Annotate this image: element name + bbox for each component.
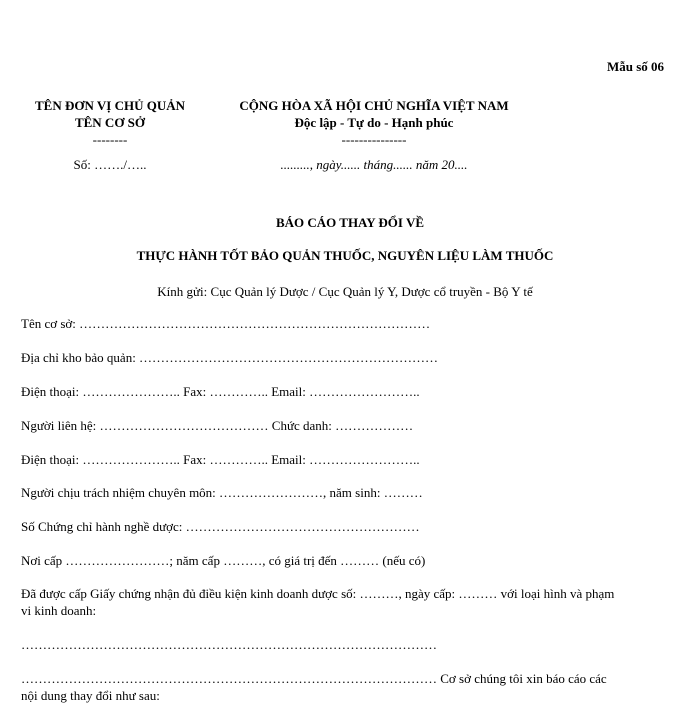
left-header-divider: -------- bbox=[92, 132, 128, 147]
field-blank-line: …………………………………………………………………………………… bbox=[21, 637, 437, 652]
report-title-line2: THỰC HÀNH TỐT BẢO QUẢN THUỐC, NGUYÊN LIỆU LÀM THUỐC bbox=[136, 248, 554, 263]
field-business-scope: vi kinh doanh: bbox=[21, 603, 97, 618]
field-person-phone: Điện thoại: ………………….. Fax: ………….. Email: …………………….. bbox=[21, 452, 420, 467]
field-certificate-number: Số Chứng chỉ hành nghề dược: ……………………………………………… bbox=[21, 519, 420, 534]
field-contact-person: Người liên hệ: ………………………………… Chức danh: ……………… bbox=[21, 418, 414, 433]
document-date: ........., ngày...... tháng...... năm 20.... bbox=[280, 157, 468, 172]
document-number: Số: ……./….. bbox=[73, 157, 147, 172]
field-responsible-person: Người chịu trách nhiệm chuyên môn: ……………………, năm sinh: ……… bbox=[21, 485, 423, 500]
field-contact-phone: Điện thoại: ………………….. Fax: ………….. Email: …………………….. bbox=[21, 384, 420, 399]
field-facility-name: Tên cơ sở: ……………………………………………………………………… bbox=[21, 316, 431, 331]
report-title-line1: BÁO CÁO THAY ĐỔI VỀ bbox=[275, 215, 425, 230]
field-business-certificate: Đã được cấp Giấy chứng nhận đủ điều kiện kinh doanh dược số: ………, ngày cấp: ……… với loại hình và phạm bbox=[21, 586, 615, 601]
form-number: Mẫu số 06 bbox=[607, 59, 665, 74]
field-report-intro-cont: nội dung thay đổi như sau: bbox=[21, 688, 160, 703]
left-header-facility: TÊN CƠ SỞ bbox=[74, 115, 146, 130]
left-header-org: TÊN ĐƠN VỊ CHỦ QUẢN bbox=[35, 98, 185, 113]
field-storage-address: Địa chỉ kho bảo quản: …………………………………………………………… bbox=[21, 350, 439, 365]
field-report-intro: …………………………………………………………………………………… Cơ sở chúng tôi xin báo cáo các bbox=[21, 671, 607, 686]
national-motto: Độc lập - Tự do - Hạnh phúc bbox=[294, 115, 454, 130]
right-header-divider: --------------- bbox=[341, 132, 407, 147]
addressee: Kính gửi: Cục Quản lý Dược / Cục Quản lý Y, Dược cổ truyền - Bộ Y tế bbox=[157, 284, 533, 299]
field-issue-place: Nơi cấp ……………………; năm cấp ………, có giá trị đến ……… (nếu có) bbox=[21, 553, 426, 568]
national-title: CỘNG HÒA XÃ HỘI CHỦ NGHĨA VIỆT NAM bbox=[239, 98, 509, 113]
